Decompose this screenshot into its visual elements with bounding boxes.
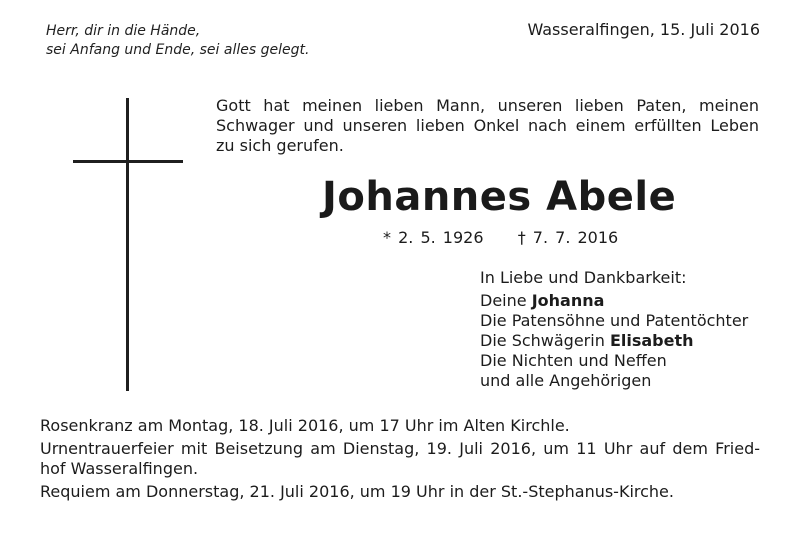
mourner-prefix: Die Schwägerin bbox=[480, 331, 605, 350]
life-dates bbox=[383, 228, 618, 247]
mourner-name: Elisabeth bbox=[609, 331, 694, 350]
mourner-line: und alle Angehörigen bbox=[480, 371, 652, 390]
mourner-prefix: Deine bbox=[480, 291, 527, 310]
mourner-line bbox=[480, 331, 748, 351]
birth-symbol: * bbox=[383, 228, 391, 247]
announcement-line: zu sich gerufen. bbox=[216, 136, 344, 155]
announcement-text bbox=[216, 96, 759, 156]
mourner-line: Die Patensöhne und Patentöchter bbox=[480, 311, 749, 330]
funeral-info-line: Urnentrauerfeier mit Beisetzung am Dienstag, 19. Juli 2016, um 11 Uhr auf dem Fried- bbox=[40, 439, 760, 458]
place-and-date: Wasseralfingen, 15. Juli 2016 bbox=[527, 20, 760, 39]
deceased-name: Johannes Abele bbox=[322, 174, 677, 220]
verse-line: Herr, dir in die Hände, bbox=[46, 23, 201, 39]
mourner-line: Die Nichten und Neffen bbox=[480, 351, 667, 370]
mourner-line bbox=[480, 291, 748, 311]
cross-icon-horizontal bbox=[73, 160, 183, 163]
announcement-line: Schwager und unseren lieben Onkel nach einem erfüllten Leben bbox=[216, 116, 759, 135]
mourners-list bbox=[480, 268, 748, 391]
mourners-lead: In Liebe und Dankbarkeit: bbox=[480, 268, 687, 287]
rosary-info: Rosenkranz am Montag, 18. Juli 2016, um 17 Uhr im Alten Kirchle. bbox=[40, 416, 570, 435]
requiem-info: Requiem am Donnerstag, 21. Juli 2016, um 19 Uhr in der St.-Stephanus-Kirche. bbox=[40, 482, 674, 501]
funeral-info-line: hof Wasseralfingen. bbox=[40, 459, 199, 478]
cross-icon-vertical bbox=[126, 98, 129, 391]
mourner-name: Johanna bbox=[531, 291, 605, 310]
service-details bbox=[40, 416, 760, 502]
birth-date: 2. 5. 1926 bbox=[398, 228, 484, 247]
announcement-line: Gott hat meinen lieben Mann, unseren lieben Paten, meinen bbox=[216, 96, 759, 115]
death-symbol: † bbox=[517, 228, 526, 247]
verse-line: sei Anfang und Ende, sei alles gelegt. bbox=[46, 42, 310, 58]
bible-verse bbox=[46, 22, 309, 60]
death-date: 7. 7. 2016 bbox=[532, 228, 619, 247]
